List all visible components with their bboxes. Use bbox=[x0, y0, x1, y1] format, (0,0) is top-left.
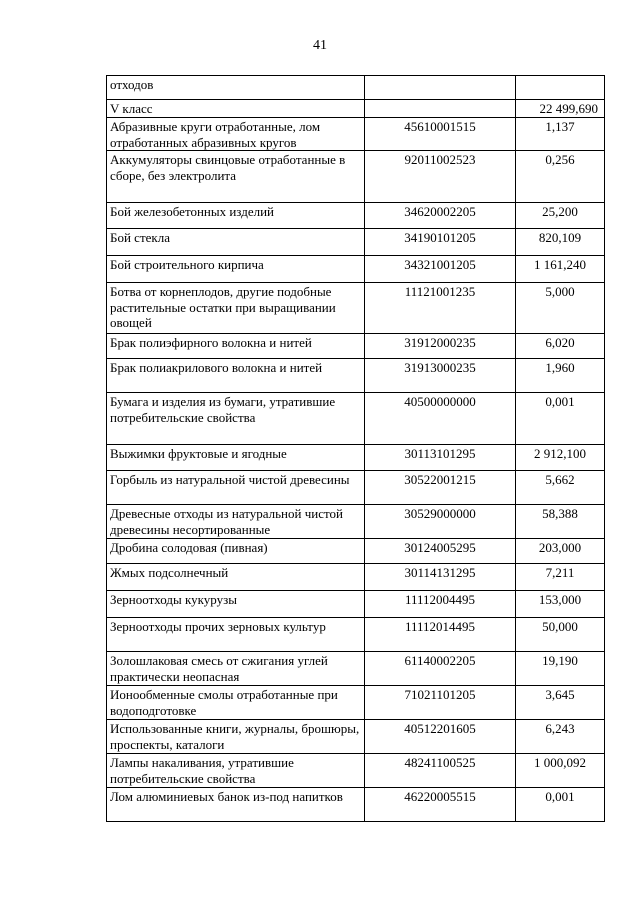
waste-name-cell: Лампы накаливания, утратившие потребительские свойства bbox=[107, 754, 365, 788]
table-row bbox=[107, 505, 605, 539]
waste-value-cell: 19,190 bbox=[516, 652, 605, 686]
table-row bbox=[107, 754, 605, 788]
waste-name-cell: Брак полиакрилового волокна и нитей bbox=[107, 359, 365, 393]
table-row bbox=[107, 652, 605, 686]
waste-name-cell: Выжимки фруктовые и ягодные bbox=[107, 445, 365, 471]
waste-value-cell: 22 499,690 bbox=[516, 100, 605, 118]
table-row bbox=[107, 591, 605, 618]
waste-code-cell: 48241100525 bbox=[365, 754, 516, 788]
waste-code-cell: 30522001215 bbox=[365, 471, 516, 505]
table-row bbox=[107, 539, 605, 564]
waste-name-cell: Лом алюминиевых банок из-под напитков bbox=[107, 788, 365, 822]
waste-code-cell: 45610001515 bbox=[365, 118, 516, 151]
waste-value-cell bbox=[516, 76, 605, 100]
table-row bbox=[107, 118, 605, 151]
waste-code-cell: 71021101205 bbox=[365, 686, 516, 720]
table-row bbox=[107, 686, 605, 720]
waste-value-cell: 3,645 bbox=[516, 686, 605, 720]
waste-code-cell: 31913000235 bbox=[365, 359, 516, 393]
waste-name-cell: Аккумуляторы свинцовые отработанные в сборе, без электролита bbox=[107, 151, 365, 203]
waste-code-cell: 40512201605 bbox=[365, 720, 516, 754]
waste-value-cell: 6,020 bbox=[516, 334, 605, 359]
table-row bbox=[107, 229, 605, 256]
table-row bbox=[107, 334, 605, 359]
waste-code-cell bbox=[365, 100, 516, 118]
waste-name-cell: отходов bbox=[107, 76, 365, 100]
waste-code-cell: 34321001205 bbox=[365, 256, 516, 283]
waste-name-cell: Ионообменные смолы отработанные при водоподготовке bbox=[107, 686, 365, 720]
waste-value-cell: 1,960 bbox=[516, 359, 605, 393]
waste-code-cell: 11121001235 bbox=[365, 283, 516, 334]
waste-code-cell: 11112014495 bbox=[365, 618, 516, 652]
waste-code-cell: 40500000000 bbox=[365, 393, 516, 445]
waste-value-cell: 0,001 bbox=[516, 393, 605, 445]
waste-code-cell: 30113101295 bbox=[365, 445, 516, 471]
waste-name-cell: Брак полиэфирного волокна и нитей bbox=[107, 334, 365, 359]
waste-name-cell: Абразивные круги отработанные, лом отработанных абразивных кругов bbox=[107, 118, 365, 151]
waste-value-cell: 1,137 bbox=[516, 118, 605, 151]
table-row bbox=[107, 76, 605, 100]
waste-name-cell: Бой строительного кирпича bbox=[107, 256, 365, 283]
waste-value-cell: 1 000,092 bbox=[516, 754, 605, 788]
waste-value-cell: 2 912,100 bbox=[516, 445, 605, 471]
waste-name-cell: Древесные отходы из натуральной чистой древесины несортированные bbox=[107, 505, 365, 539]
waste-table-body bbox=[107, 76, 605, 822]
waste-name-cell: Горбыль из натуральной чистой древесины bbox=[107, 471, 365, 505]
waste-code-cell: 11112004495 bbox=[365, 591, 516, 618]
waste-name-cell: Золошлаковая смесь от сжигания углей практически неопасная bbox=[107, 652, 365, 686]
waste-value-cell: 58,388 bbox=[516, 505, 605, 539]
waste-value-cell: 203,000 bbox=[516, 539, 605, 564]
waste-value-cell: 0,256 bbox=[516, 151, 605, 203]
waste-code-cell bbox=[365, 76, 516, 100]
table-row bbox=[107, 283, 605, 334]
table-row bbox=[107, 100, 605, 118]
waste-code-cell: 30114131295 bbox=[365, 564, 516, 591]
waste-code-cell: 34190101205 bbox=[365, 229, 516, 256]
waste-name-cell: Зерноотходы кукурузы bbox=[107, 591, 365, 618]
waste-name-cell: Использованные книги, журналы, брошюры, проспекты, каталоги bbox=[107, 720, 365, 754]
waste-code-cell: 92011002523 bbox=[365, 151, 516, 203]
waste-code-cell: 61140002205 bbox=[365, 652, 516, 686]
waste-code-cell: 30124005295 bbox=[365, 539, 516, 564]
waste-value-cell: 5,000 bbox=[516, 283, 605, 334]
waste-name-cell: Бой стекла bbox=[107, 229, 365, 256]
waste-value-cell: 7,211 bbox=[516, 564, 605, 591]
table-row bbox=[107, 618, 605, 652]
waste-name-cell: Жмых подсолнечный bbox=[107, 564, 365, 591]
waste-code-cell: 34620002205 bbox=[365, 203, 516, 229]
waste-name-cell: V класс bbox=[107, 100, 365, 118]
table-row bbox=[107, 359, 605, 393]
waste-table bbox=[106, 75, 605, 822]
waste-value-cell: 153,000 bbox=[516, 591, 605, 618]
waste-name-cell: Бумага и изделия из бумаги, утратившие потребительские свойства bbox=[107, 393, 365, 445]
waste-value-cell: 1 161,240 bbox=[516, 256, 605, 283]
table-row bbox=[107, 720, 605, 754]
table-row bbox=[107, 471, 605, 505]
waste-value-cell: 820,109 bbox=[516, 229, 605, 256]
waste-name-cell: Зерноотходы прочих зерновых культур bbox=[107, 618, 365, 652]
waste-code-cell: 31912000235 bbox=[365, 334, 516, 359]
table-row bbox=[107, 203, 605, 229]
table-row bbox=[107, 445, 605, 471]
waste-value-cell: 25,200 bbox=[516, 203, 605, 229]
waste-code-cell: 46220005515 bbox=[365, 788, 516, 822]
waste-name-cell: Бой железобетонных изделий bbox=[107, 203, 365, 229]
waste-code-cell: 30529000000 bbox=[365, 505, 516, 539]
table-row bbox=[107, 393, 605, 445]
waste-value-cell: 0,001 bbox=[516, 788, 605, 822]
page-number: 41 bbox=[313, 38, 327, 53]
waste-value-cell: 6,243 bbox=[516, 720, 605, 754]
table-row bbox=[107, 788, 605, 822]
table-row bbox=[107, 256, 605, 283]
waste-name-cell: Ботва от корнеплодов, другие подобные растительные остатки при выращивании овощей bbox=[107, 283, 365, 334]
table-row bbox=[107, 564, 605, 591]
waste-value-cell: 50,000 bbox=[516, 618, 605, 652]
waste-value-cell: 5,662 bbox=[516, 471, 605, 505]
waste-name-cell: Дробина солодовая (пивная) bbox=[107, 539, 365, 564]
table-row bbox=[107, 151, 605, 203]
